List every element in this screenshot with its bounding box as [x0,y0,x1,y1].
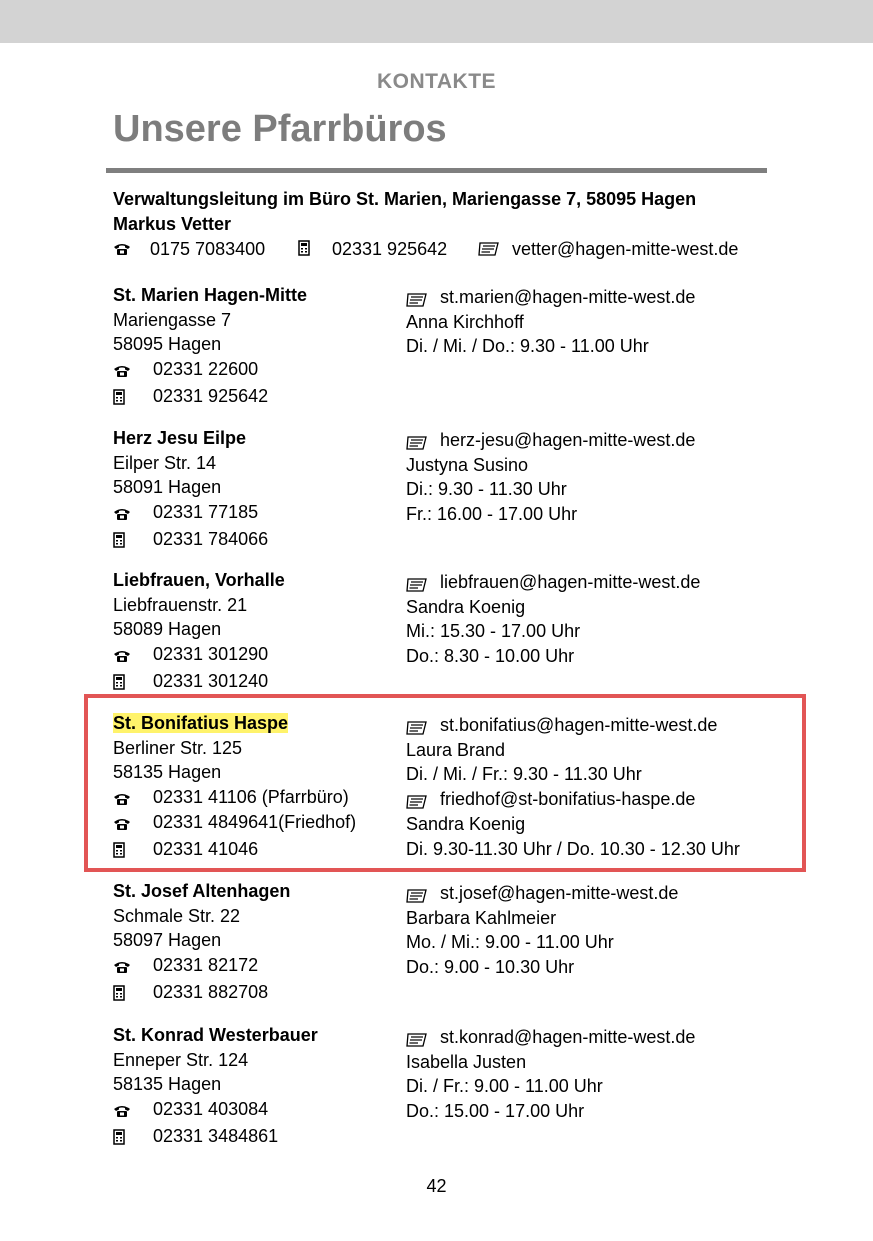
office-detail: Sandra Koenig [406,596,526,617]
email-address[interactable]: st.konrad@hagen-mitte-west.de [440,1027,696,1047]
office-detail: Isabella Justen [406,1051,527,1072]
email-icon [478,239,500,261]
fax-icon [113,388,125,410]
fax-icon [298,239,310,261]
top-bar [0,0,873,43]
email-icon [406,575,428,597]
admin-email-row [478,238,500,261]
office-name-text: St. Josef Altenhagen [113,881,291,901]
email-address[interactable]: st.josef@hagen-mitte-west.de [440,883,679,903]
email-icon [406,886,428,908]
email-address[interactable]: liebfrauen@hagen-mitte-west.de [440,572,701,592]
admin-phone-row [113,238,131,261]
office-detail: Barbara Kahlmeier [406,907,557,928]
office-detail: Do.: 8.30 - 10.00 Uhr [406,646,575,667]
fax-number: 02331 784066 [153,529,269,549]
phone-number: 02331 41106 (Pfarrbüro) [153,787,349,807]
office-detail: Sandra Koenig [406,813,526,834]
fax-icon [113,531,125,553]
office-street: Berliner Str. 125 [113,738,243,758]
email-icon [406,1030,428,1052]
section-label: KONTAKTE [376,70,497,93]
office-city: 58095 Hagen [113,334,222,354]
office-detail: Justyna Susino [406,454,529,475]
phone-number: 02331 77185 [153,502,259,522]
phone-icon [113,1101,131,1123]
office-name [113,427,246,449]
fax-number: 02331 301240 [153,671,269,691]
page-number: 42 [426,1176,447,1196]
title-rule [106,168,767,173]
office-name-text: Herz Jesu Eilpe [113,428,247,448]
fax-number: 02331 882708 [153,982,269,1002]
fax-icon [113,1128,125,1150]
admin-fax: 02331 925642 [332,239,448,259]
office-detail: Di. / Mi. / Fr.: 9.30 - 11.30 Uhr [406,764,642,785]
office-detail: Do.: 9.00 - 10.30 Uhr [406,957,575,978]
office-street: Eilper Str. 14 [113,453,217,473]
office-detail: Di.: 9.30 - 11.30 Uhr [406,479,567,500]
office-name-text: St. Marien Hagen-Mitte [113,285,308,305]
office-city: 58097 Hagen [113,930,222,950]
office-detail: Laura Brand [406,739,506,760]
fax-number: 02331 41046 [153,838,259,859]
phone-icon [113,361,131,383]
office-name-text: St. Konrad Westerbauer [113,1025,318,1045]
office-street: Mariengasse 7 [113,310,232,330]
admin-fax-row [298,238,310,261]
office-detail: Mi.: 15.30 - 17.00 Uhr [406,621,581,642]
office-city: 58135 Hagen [113,1074,222,1094]
office-name [113,1024,318,1046]
phone-number: 02331 403084 [153,1099,269,1119]
office-detail: Anna Kirchhoff [406,311,524,332]
office-city: 58135 Hagen [113,762,222,782]
office-city: 58091 Hagen [113,477,222,497]
office-detail: Fr.: 16.00 - 17.00 Uhr [406,504,578,525]
office-street: Enneper Str. 124 [113,1050,249,1070]
phone-icon [113,504,131,526]
office-detail: Do.: 15.00 - 17.00 Uhr [406,1101,585,1122]
office-name-text: St. Bonifatius Haspe [113,713,289,733]
office-detail: Di. 9.30-11.30 Uhr / Do. 10.30 - 12.30 Uhr [406,838,740,859]
email-icon [406,433,428,455]
fax-number: 02331 925642 [153,386,269,406]
phone-number: 02331 82172 [153,955,259,975]
admin-name: Markus Vetter [113,214,232,234]
fax-icon [113,673,125,695]
highlight-box [84,694,806,872]
office-street: Schmale Str. 22 [113,906,241,926]
office-detail: Di. / Fr.: 9.00 - 11.00 Uhr [406,1076,603,1097]
office-name [113,569,285,591]
email-address[interactable]: friedhof@st-bonifatius-haspe.de [440,789,696,810]
fax-icon [113,984,125,1006]
office-name-text: Liebfrauen, Vorhalle [113,570,285,590]
office-name [113,880,290,902]
phone-icon [113,957,131,979]
phone-icon [113,646,131,668]
email-address[interactable]: st.marien@hagen-mitte-west.de [440,287,696,307]
admin-email[interactable]: vetter@hagen-mitte-west.de [512,239,739,259]
phone-number: 02331 301290 [153,644,269,664]
office-name [113,284,307,306]
phone-number: 02331 22600 [153,359,259,379]
admin-phone: 0175 7083400 [150,239,266,259]
phone-number: 02331 4849641(Friedhof) [153,811,357,832]
email-icon [406,290,428,312]
admin-heading: Verwaltungsleitung im Büro St. Marien, Mariengasse 7, 58095 Hagen [113,189,697,209]
office-street: Liebfrauenstr. 21 [113,595,248,615]
office-city: 58089 Hagen [113,619,222,639]
page-title: Unsere Pfarrbüros [113,108,447,150]
email-address[interactable]: st.bonifatius@hagen-mitte-west.de [440,715,718,735]
phone-icon [113,239,131,261]
fax-number: 02331 3484861 [153,1126,279,1146]
email-address[interactable]: herz-jesu@hagen-mitte-west.de [440,430,696,450]
office-detail: Mo. / Mi.: 9.00 - 11.00 Uhr [406,932,614,953]
office-detail: Di. / Mi. / Do.: 9.30 - 11.00 Uhr [406,336,649,357]
